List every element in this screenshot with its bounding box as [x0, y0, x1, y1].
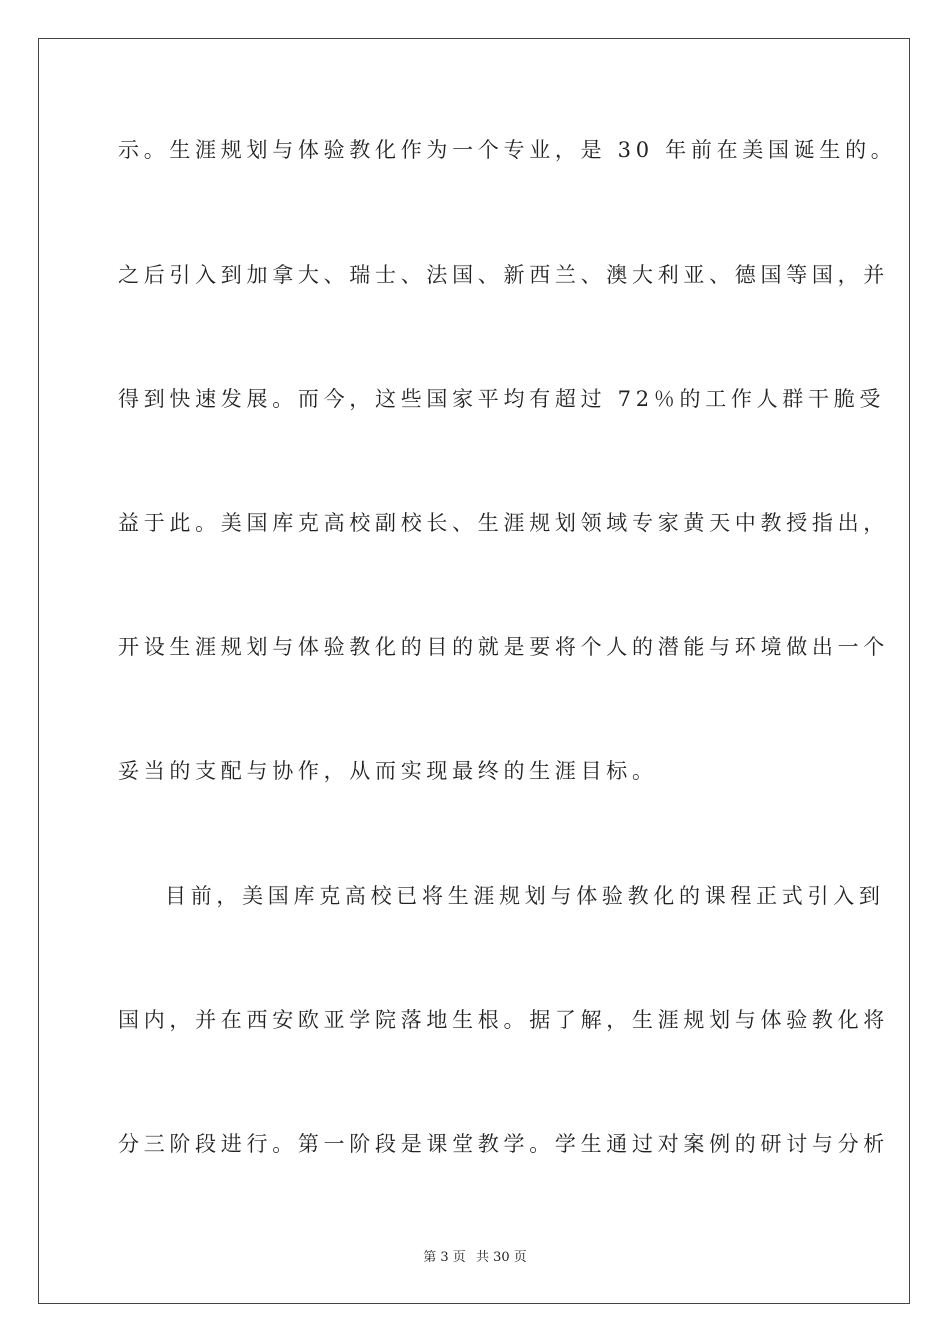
body-text-line-1: 示。生涯规划与体验教化作为一个专业，是 30 年前在美国诞生的。 — [118, 138, 897, 162]
body-text-line-8: 国内，并在西安欧亚学院落地生根。据了解，生涯规划与体验教化将 — [118, 1008, 889, 1032]
body-text-line-5: 开设生涯规划与体验教化的目的就是要将个人的潜能与环境做出一个 — [118, 635, 889, 659]
page-number-current: 第 3 页 — [423, 1250, 466, 1265]
body-text-line-7: 目前，美国库克高校已将生涯规划与体验教化的课程正式引入到 — [165, 884, 885, 908]
body-text-line-4: 益于此。美国库克高校副校长、生涯规划领域专家黄天中教授指出， — [118, 511, 889, 535]
page-number-total: 共 30 页 — [475, 1250, 527, 1265]
body-text-line-6: 妥当的支配与协作，从而实现最终的生涯目标。 — [118, 759, 658, 783]
page-footer — [0, 1246, 950, 1265]
body-text-line-2: 之后引入到加拿大、瑞士、法国、新西兰、澳大利亚、德国等国，并 — [118, 263, 889, 287]
body-text-line-9: 分三阶段进行。第一阶段是课堂教学。学生通过对案例的研讨与分析 — [118, 1132, 889, 1156]
body-text-line-3: 得到快速发展。而今，这些国家平均有超过 72％的工作人群干脆受 — [118, 387, 886, 411]
page-border — [38, 38, 910, 1304]
